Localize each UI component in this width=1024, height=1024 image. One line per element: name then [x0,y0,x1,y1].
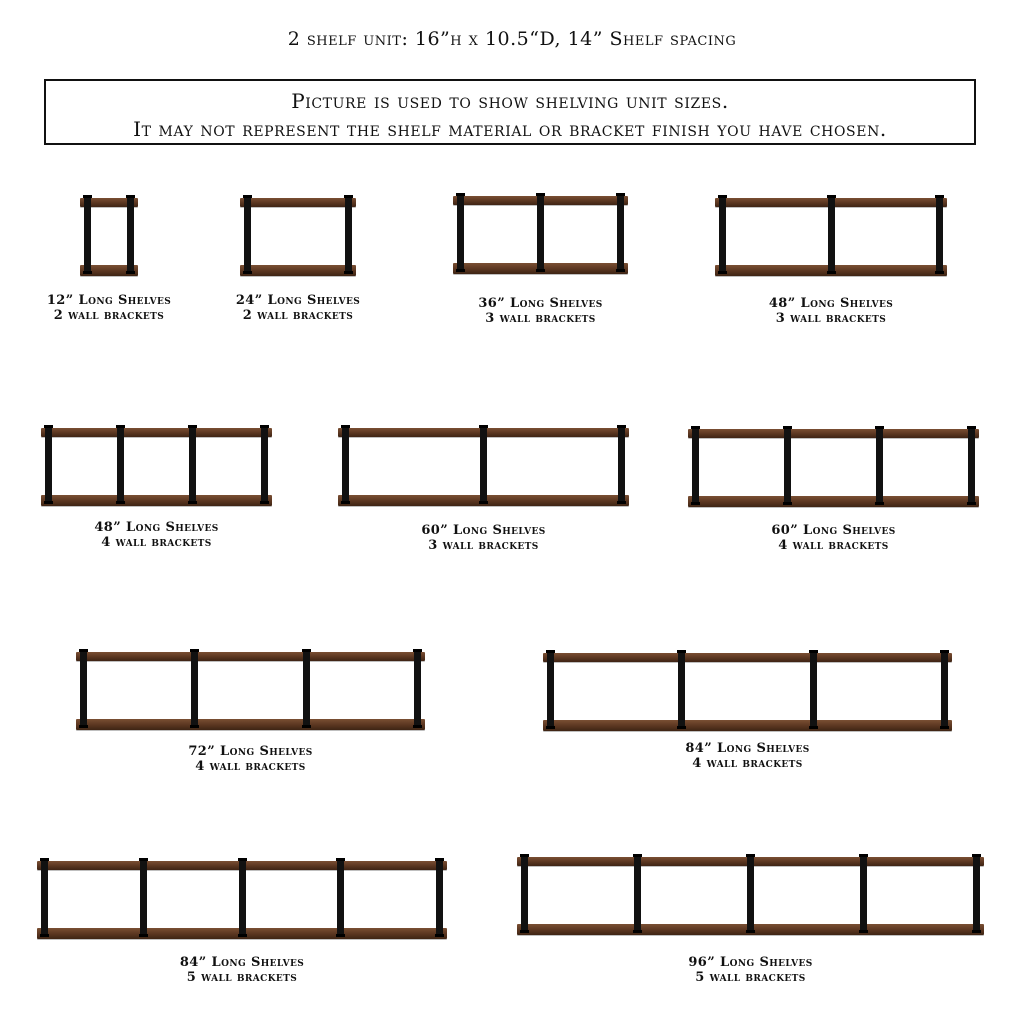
shelf-length-label: 36” Long Shelves [478,296,603,311]
bottom-shelf-board [41,495,272,506]
wall-bracket [876,426,883,505]
shelf-length-label: 84” Long Shelves [685,741,810,756]
wall-bracket [692,426,699,505]
shelf-length-label: 12” Long Shelves [46,293,172,308]
wall-bracket [244,195,251,274]
wall-bracket [140,858,147,937]
bracket-count-label: 3 wall brackets [428,538,539,553]
wall-bracket [860,854,867,933]
shelf-unit-caption [621,955,881,985]
wall-bracket [303,649,310,728]
shelf-length-label: 48” Long Shelves [768,296,894,311]
top-shelf-board [41,428,272,437]
bracket-count-label: 2 wall brackets [53,308,165,323]
bottom-shelf-board [688,496,979,507]
bracket-count-label: 4 wall brackets [692,756,803,771]
bottom-shelf-board [240,265,356,276]
shelf-unit [41,428,272,506]
wall-bracket [117,425,124,504]
bracket-count-label: 4 wall brackets [778,538,889,553]
wall-bracket [337,858,344,937]
wall-bracket [547,650,554,729]
shelf-length-label: 60” Long Shelves [771,523,896,538]
top-shelf-board [240,198,356,207]
shelf-unit [240,198,356,276]
wall-bracket [345,195,352,274]
shelf-length-label: 48” Long Shelves [94,520,219,535]
wall-bracket [968,426,975,505]
wall-bracket [537,193,544,272]
bracket-count-label: 4 wall brackets [101,535,212,550]
wall-bracket [84,195,91,274]
wall-bracket [80,649,87,728]
shelf-unit [688,429,979,507]
shelf-unit-caption [112,955,372,985]
shelf-unit-caption [411,296,671,326]
shelf-unit-caption [168,293,428,323]
wall-bracket [784,426,791,505]
shelf-unit [453,196,628,274]
wall-bracket [618,425,625,504]
wall-bracket [239,858,246,937]
shelf-unit [76,652,425,730]
wall-bracket [480,425,487,504]
shelf-length-label: 60” Long Shelves [421,523,546,538]
shelf-length-label: 84” Long Shelves [179,955,305,970]
disclaimer-line-1: Picture is used to show shelving unit sizes. [291,89,729,113]
wall-bracket [342,425,349,504]
wall-bracket [189,425,196,504]
bracket-count-label: 2 wall brackets [242,308,354,323]
wall-bracket [828,195,835,274]
page-title: 2 shelf unit: 16”h x 10.5“D, 14” Shelf spacing [287,28,737,50]
shelf-unit-caption [704,523,964,553]
wall-bracket [936,195,943,274]
shelf-unit-caption [354,523,614,553]
shelf-unit [543,653,952,731]
wall-bracket [747,854,754,933]
wall-bracket [617,193,624,272]
disclaimer-box [44,79,976,145]
top-shelf-board [76,652,425,661]
bracket-count-label: 3 wall brackets [775,311,887,326]
wall-bracket [678,650,685,729]
wall-bracket [414,649,421,728]
wall-bracket [810,650,817,729]
wall-bracket [261,425,268,504]
shelf-length-label: 72” Long Shelves [188,744,313,759]
bracket-count-label: 3 wall brackets [485,311,596,326]
shelf-length-label: 24” Long Shelves [235,293,361,308]
bottom-shelf-board [76,719,425,730]
wall-bracket [191,649,198,728]
wall-bracket [436,858,443,937]
bottom-shelf-board [543,720,952,731]
bracket-count-label: 5 wall brackets [695,970,806,985]
shelf-unit [80,198,138,276]
shelf-unit [517,857,984,935]
shelf-unit [338,428,629,506]
disclaimer-line-2: It may not represent the shelf material or bracket finish you have chosen. [133,117,887,141]
wall-bracket [719,195,726,274]
shelf-unit-caption [618,741,878,771]
shelf-unit-caption [701,296,961,326]
wall-bracket [634,854,641,933]
wall-bracket [457,193,464,272]
wall-bracket [941,650,948,729]
bracket-count-label: 5 wall brackets [186,970,298,985]
wall-bracket [521,854,528,933]
wall-bracket [973,854,980,933]
top-shelf-board [688,429,979,438]
top-shelf-board [543,653,952,662]
shelf-unit-caption [121,744,381,774]
wall-bracket [41,858,48,937]
wall-bracket [45,425,52,504]
shelf-unit-caption [27,520,287,550]
bracket-count-label: 4 wall brackets [195,759,306,774]
shelf-length-label: 96” Long Shelves [688,955,813,970]
shelf-unit [37,861,447,939]
shelf-unit [715,198,947,276]
wall-bracket [127,195,134,274]
